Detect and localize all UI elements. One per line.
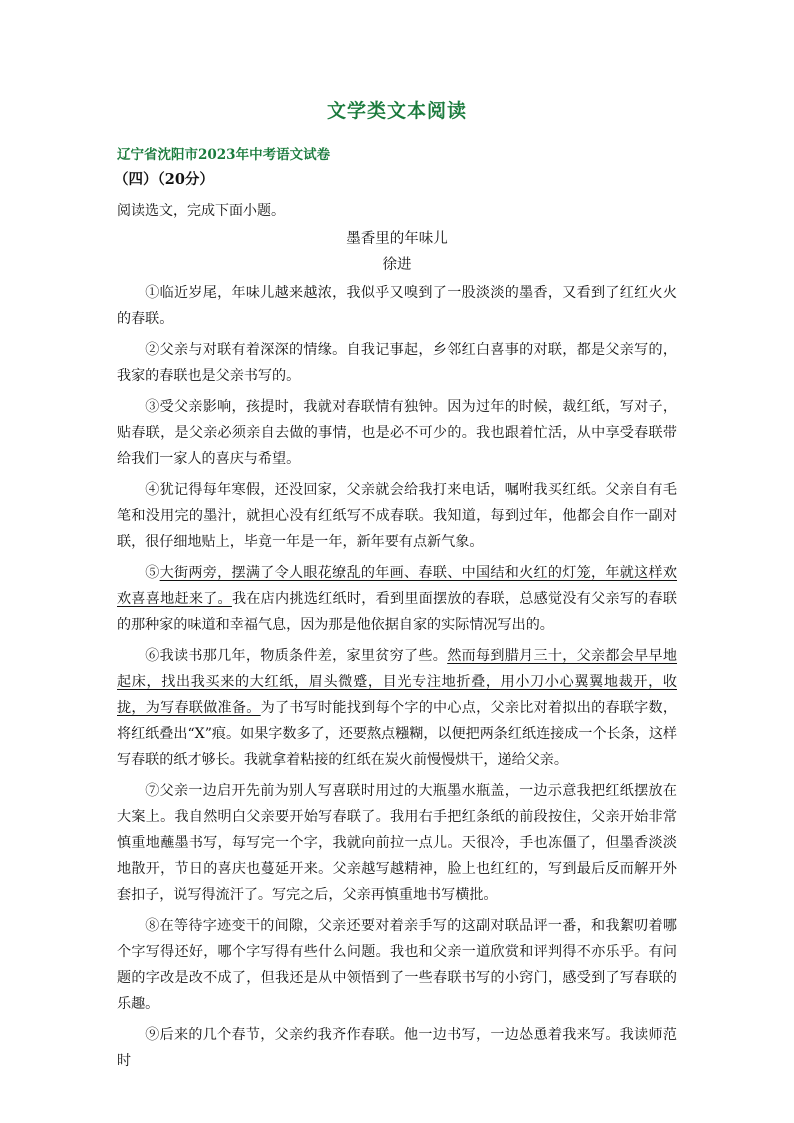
document-title: 文学类文本阅读 xyxy=(326,100,467,122)
paragraph-2 xyxy=(117,337,677,389)
paragraph-text: 为了书写时能找到每个字的中心点，父亲比对着拟出的春联字数，将红纸叠出“X”痕。如果字数多了，还要熬点糨糊，以便把两条红纸连接成一个长条，这样写春联的纸才够长。我就拿着粘接的红纸在炭火前慢慢烘干，递给父亲。 xyxy=(117,700,678,768)
essay-body xyxy=(117,280,677,1079)
underlined-sentence: 大街两旁，摆满了令人眼花缭乱的年画、春联、中国结和火红的灯笼，年就这样欢欢喜喜地赶来了。 xyxy=(117,565,678,607)
paragraph-text: ③受父亲影响，孩提时，我就对春联情有独钟。因为过年的时候，裁红纸，写对子，贴春联，是父亲必须亲自去做的事情，也是必不可少的。我也跟着忙活，从中享受春联带给我们一家人的喜庆与希望。 xyxy=(117,399,677,467)
paragraph-4 xyxy=(117,477,677,555)
exam-source: 辽宁省沈阳市2023年中考语文试卷 xyxy=(117,147,331,163)
paragraph-text: ⑥我读书那几年，物质条件差，家里贫穷了些。 xyxy=(145,648,448,664)
section-heading: （四）（20分） xyxy=(114,171,214,188)
reading-instruction: 阅读选文，完成下面小题。 xyxy=(117,203,285,219)
paragraph-1 xyxy=(117,280,677,332)
paragraph-3 xyxy=(117,394,677,472)
paragraph-text: ⑦父亲一边启开先前为别人写喜联时用过的大瓶墨水瓶盖，一边示意我把红纸摆放在大案上。我自然明白父亲要开始写春联了。我用右手把红条纸的前段按住，父亲开始非常慎重地蘸墨书写，每写完一个字，我就向前拉一点儿。天很冷，手也冻僵了，但墨香淡淡地散开，节日的喜庆也蔓延开来。父亲越写越精神，脸上也红红的，写到最后反而解开外套扣子，说写得流汗了。写完之后，父亲再慎重地书写横批。 xyxy=(117,783,677,903)
paragraph-text: 我在店内挑选红纸时，看到里面摆放的春联，总感觉没有父亲写的春联的那种家的味道和幸福气息，因为那是他依据自家的实际情况写出的。 xyxy=(117,591,678,633)
paragraph-8 xyxy=(117,913,677,1017)
paragraph-text: ⑤ xyxy=(145,565,160,581)
paragraph-text: ①临近岁尾，年味儿越来越浓，我似乎又嗅到了一股淡淡的墨香，又看到了红红火火的春联。 xyxy=(117,285,677,327)
paragraph-5 xyxy=(117,560,677,638)
paragraph-9 xyxy=(117,1022,677,1074)
paragraph-text: ②父亲与对联有着深深的情缘。自我记事起，乡邻红白喜事的对联，都是父亲写的，我家的春联也是父亲书写的。 xyxy=(117,342,677,384)
paragraph-text: ⑨后来的几个春节，父亲约我齐作春联。他一边书写，一边怂恿着我来写。我读师范时 xyxy=(117,1027,677,1069)
underlined-sentence: 然而每到腊月三十，父亲都会早早地起床，找出我买来的大红纸，眉头微蹙，目光专注地折叠，用小刀小心翼翼地裁开，收拢，为写春联做准备。 xyxy=(117,648,678,716)
paragraph-text: ⑧在等待字迹变干的间隙，父亲还要对着亲手写的这副对联品评一番，和我絮叨着哪个字写得还好，哪个字写得有些什么问题。我也和父亲一道欣赏和评判得不亦乐乎。有问题的字改是改不成了，但我还是从中领悟到了一些春联书写的小窍门，感受到了写春联的乐趣。 xyxy=(117,918,677,1012)
essay-author: 徐进 xyxy=(382,257,412,273)
essay-title: 墨香里的年味儿 xyxy=(346,231,448,247)
paragraph-6 xyxy=(117,643,677,773)
paragraph-text: ④犹记得每年寒假，还没回家，父亲就会给我打来电话，嘱咐我买红纸。父亲自有毛笔和没用完的墨汁，就担心没有红纸写不成春联。我知道，每到过年，他都会自作一副对联，很仔细地贴上，毕竟一年是一年，新年要有点新气象。 xyxy=(117,482,677,550)
paragraph-7 xyxy=(117,778,677,908)
